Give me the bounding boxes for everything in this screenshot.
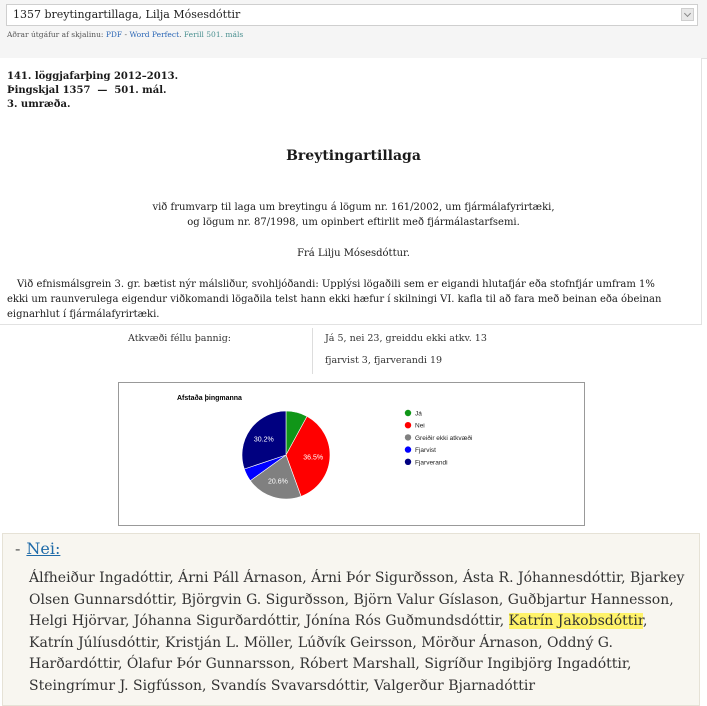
pdf-link[interactable]: PDF xyxy=(105,30,123,39)
pie-chart-svg xyxy=(119,383,584,525)
vote-pie-chart xyxy=(118,382,585,526)
voter-names-after: , Katrín Júlíusdóttir, Kristján L. Möller, Lúðvík Geirsson, Mörður Árnason, Oddný G. Harðardóttir, Ólafur Þór Gunnarsson, Róbert Marshall, Sigríður Ingibjörg Ingadóttir, Steingrímur J. Sigfússon, Svandís Svavarsdóttir, Valgerður Bjarnadóttir xyxy=(29,613,648,694)
nei-heading xyxy=(15,539,60,558)
nei-voter-list xyxy=(29,568,694,698)
word-perfect-link[interactable]: Word Perfect xyxy=(129,30,180,39)
votes-divider xyxy=(312,328,313,374)
ferill-link[interactable]: Ferill 501. máls xyxy=(183,30,244,39)
legend-swatch-2 xyxy=(405,434,411,440)
pie-label-2: 20.6% xyxy=(268,478,288,486)
votes-summary-line-1: Já 5, nei 23, greiddu ekki atkv. 13 xyxy=(325,333,487,344)
document-meta xyxy=(7,70,178,112)
pie-label-4: 30.2% xyxy=(253,436,274,444)
session-line: 141. löggjafarþing 2012–2013. xyxy=(7,71,179,82)
document-toolbar xyxy=(0,0,707,59)
legend-swatch-3 xyxy=(405,446,411,452)
document-body xyxy=(0,58,702,325)
legend-label-0: Já xyxy=(415,410,422,418)
reading-line: 3. umræða. xyxy=(7,99,71,110)
chevron-down-icon[interactable] xyxy=(681,8,694,21)
legend-label-4: Fjarverandi xyxy=(415,459,448,467)
page-title: Breytingartillaga xyxy=(286,148,421,164)
highlighted-voter: Katrín Jakobsdóttir xyxy=(508,613,644,630)
votes-summary-line-2: fjarvist 3, fjarverandi 19 xyxy=(325,355,443,366)
nei-toggle-link[interactable]: Nei: xyxy=(26,539,61,558)
legend-label-2: Greiðir ekki atkvæði xyxy=(415,434,473,442)
voter-names-before: Álfheiður Ingadóttir, Árni Páll Árnason, Árni Þór Sigurðsson, Ásta R. Jóhannesdóttir, Bjarkey Olsen Gunnarsdóttir, Björgvin G. Sigurðsson, Björn Valur Gíslason, Guðbjartur Hannesson, Helgi Hjörvar, Jóhanna Sigurðardóttir, Jónína Rós Guðmundsdóttir, xyxy=(29,570,685,630)
alt-versions-label: Aðrar útgáfur af skjalinu: xyxy=(7,30,104,39)
collapse-dash-icon[interactable]: - xyxy=(15,539,21,558)
document-number-line: Þingskjal 1357 — 501. mál. xyxy=(7,85,167,96)
legend-swatch-4 xyxy=(405,459,411,465)
document-select[interactable] xyxy=(6,4,698,26)
document-subtitle xyxy=(0,200,707,230)
chart-title: Afstaða þingmanna xyxy=(177,395,242,402)
document-select-value: 1357 breytingartillaga, Lilja Mósesdóttir xyxy=(13,8,241,21)
legend-label-3: Fjarvist xyxy=(415,447,436,455)
amendment-text: Við efnismálsgrein 3. gr. bætist nýr málsliður, svohljóðandi: Upplýsi lögaðili sem er eigandi hlutafjár eða stofnfjár umfram 1% ekki um raunverulega eigendur viðkomandi lögaðila telst hann ekki hæfur í skilningi VI. kafla til að fara með beinan eða óbeinan eignarhlut í fjármálafyrirtæki. xyxy=(7,279,662,320)
alt-separator: - xyxy=(122,30,130,39)
author-line: Frá Lilju Mósesdóttur. xyxy=(297,248,410,259)
legend-label-1: Nei xyxy=(415,422,425,430)
legend-swatch-0 xyxy=(405,410,411,416)
votes-label: Atkvæði féllu þannig: xyxy=(128,333,231,344)
alt-versions: Aðrar útgáfur af skjalinu: PDF - Word Perfect. Ferill 501. máls xyxy=(7,30,244,39)
subtitle-line-1: við frumvarp til laga um breytingu á lögum nr. 161/2002, um fjármálafyrirtæki, xyxy=(152,202,555,213)
legend-swatch-1 xyxy=(405,422,411,428)
pie-label-1: 36.5% xyxy=(303,454,324,462)
subtitle-line-2: og lögum nr. 87/1998, um opinbert eftirlit með fjármálastarfsemi. xyxy=(187,217,520,228)
nei-voters-section xyxy=(2,533,700,706)
